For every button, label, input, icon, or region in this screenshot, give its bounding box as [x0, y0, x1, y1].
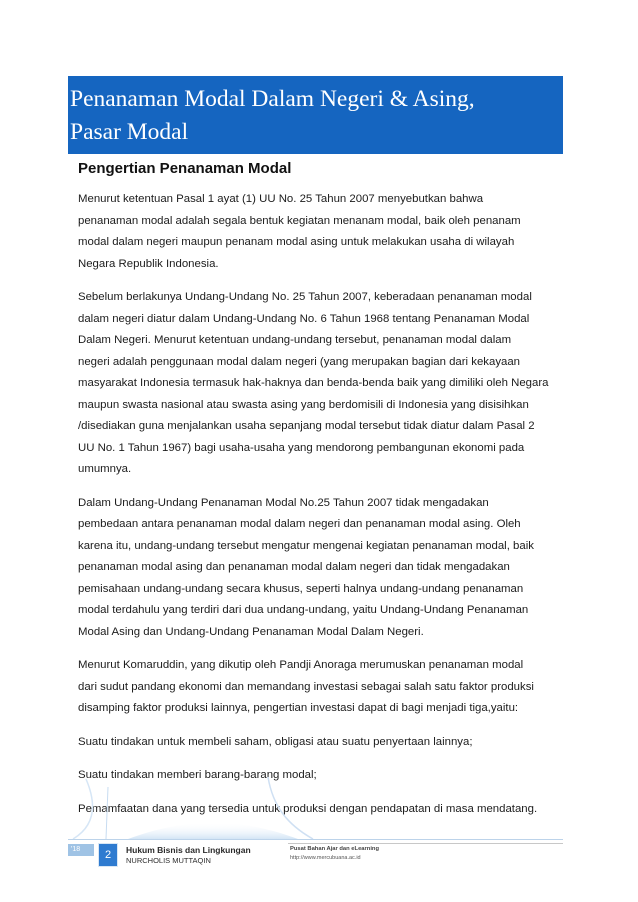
text-line: Menurut ketentuan Pasal 1 ayat (1) UU No. 25 Tahun 2007 menyebutkan bahwa [78, 193, 484, 205]
text-line: Suatu tindakan memberi barang-barang modal; [78, 769, 317, 781]
text-line: penanaman modal asing dan penanaman modal dalam negeri dan tidak mengadakan [78, 561, 510, 573]
text-line: Negara Republik Indonesia. [78, 257, 219, 270]
paragraph [78, 655, 566, 720]
footer-rule-right [288, 843, 563, 844]
title-banner [68, 76, 563, 154]
footer-rule [68, 839, 563, 840]
paragraph-gap [78, 720, 566, 732]
text-line: umumnya. [78, 463, 132, 475]
text-line: modal dalam negeri maupun penanam modal asing untuk melakukan usaha di wilayah [78, 236, 515, 248]
text-line: dalam negeri diatur dalam Undang-Undang No. 6 Tahun 1968 tentang Penanaman Modal [78, 312, 530, 325]
footer-course-title: Hukum Bisnis dan Lingkungan [126, 845, 251, 855]
text-line: masyarakat Indonesia termasuk hak-haknya dan benda-benda baik yang dimiliki oleh Negara [78, 377, 549, 389]
text-line: pembedaan antara penanaman modal dalam negeri dan penanaman modal asing. Oleh [78, 518, 521, 530]
text-line: karena itu, undang-undang tersebut mengatur mengenai kegiatan penanaman modal, baik [78, 539, 534, 552]
text-line: disamping faktor produksi lainnya, pengertian investasi dapat di bagi menjadi tiga,yaitu: [78, 702, 519, 714]
paragraph-gap [78, 481, 566, 493]
text-line: maupun swasta nasional atau swasta asing yang berdomisili di Indonesia yang disisihkan [78, 398, 529, 411]
footer-decoration [68, 777, 318, 839]
text-line: pemisahaan undang-undang secara khusus, seperti halnya undang-undang penanaman [78, 582, 524, 595]
paragraph [78, 287, 566, 481]
paragraph-gap [78, 275, 566, 287]
text-line: Suatu tindakan untuk membeli saham, obligasi atau suatu penyertaan lainnya; [78, 735, 473, 748]
page-number: 2 [98, 843, 118, 867]
footer-url[interactable]: http://www.mercubuana.ac.id [290, 855, 361, 861]
text-line: modal terdahulu yang terdiri dari dua undang-undang, yaitu Undang-Undang Penanaman [78, 604, 529, 616]
text-line: negeri adalah penggunaan modal dalam negeri (yang merupakan bagian dari kekayaan [78, 355, 521, 368]
text-line: Dalam Negeri. Menurut ketentuan undang-undang tersebut, penanaman modal dalam [78, 334, 512, 346]
section-heading: Pengertian Penanaman Modal [78, 160, 292, 177]
text-line: Modal Asing dan Undang-Undang Penanaman Modal Dalam Negeri. [78, 625, 424, 638]
text-line: /disediakan guna menjalankan usaha sepanjang modal tersebut tidak diatur dalam Pasal 2 [78, 420, 535, 432]
text-line: Menurut Komaruddin, yang dikutip oleh Pandji Anoraga merumuskan penanaman modal [78, 659, 524, 671]
footer-tab: '18 [68, 844, 94, 856]
paragraph-gap [78, 753, 566, 765]
text-line: UU No. 1 Tahun 1967) bagi usaha-usaha yang mendorong pembangunan ekonomi pada [78, 441, 525, 454]
text-line: Sebelum berlakunya Undang-Undang No. 25 Tahun 2007, keberadaan penanaman modal [78, 291, 532, 303]
footer-author: NURCHOLIS MUTTAQIN [126, 856, 211, 865]
paragraph [78, 189, 566, 275]
paragraph-gap [78, 643, 566, 655]
paragraph [78, 732, 566, 754]
text-line: Dalam Undang-Undang Penanaman Modal No.25 Tahun 2007 tidak mengadakan [78, 496, 489, 509]
document-body [78, 189, 566, 820]
text-line: Pemamfaatan dana yang tersedia untuk produksi dengan pendapatan di masa mendatang. [78, 802, 538, 815]
text-line: dari sudut pandang ekonomi dan memandang investasi sebagai salah satu faktor produksi [78, 680, 534, 693]
title-line-2: Pasar Modal [70, 119, 189, 145]
text-line: penanaman modal adalah segala bentuk kegiatan menanam modal, baik oleh penanam [78, 214, 521, 227]
title-line-1: Penanaman Modal Dalam Negeri & Asing, [70, 86, 475, 112]
footer-center-name: Pusat Bahan Ajar dan eLearning [290, 846, 380, 852]
paragraph [78, 493, 566, 644]
